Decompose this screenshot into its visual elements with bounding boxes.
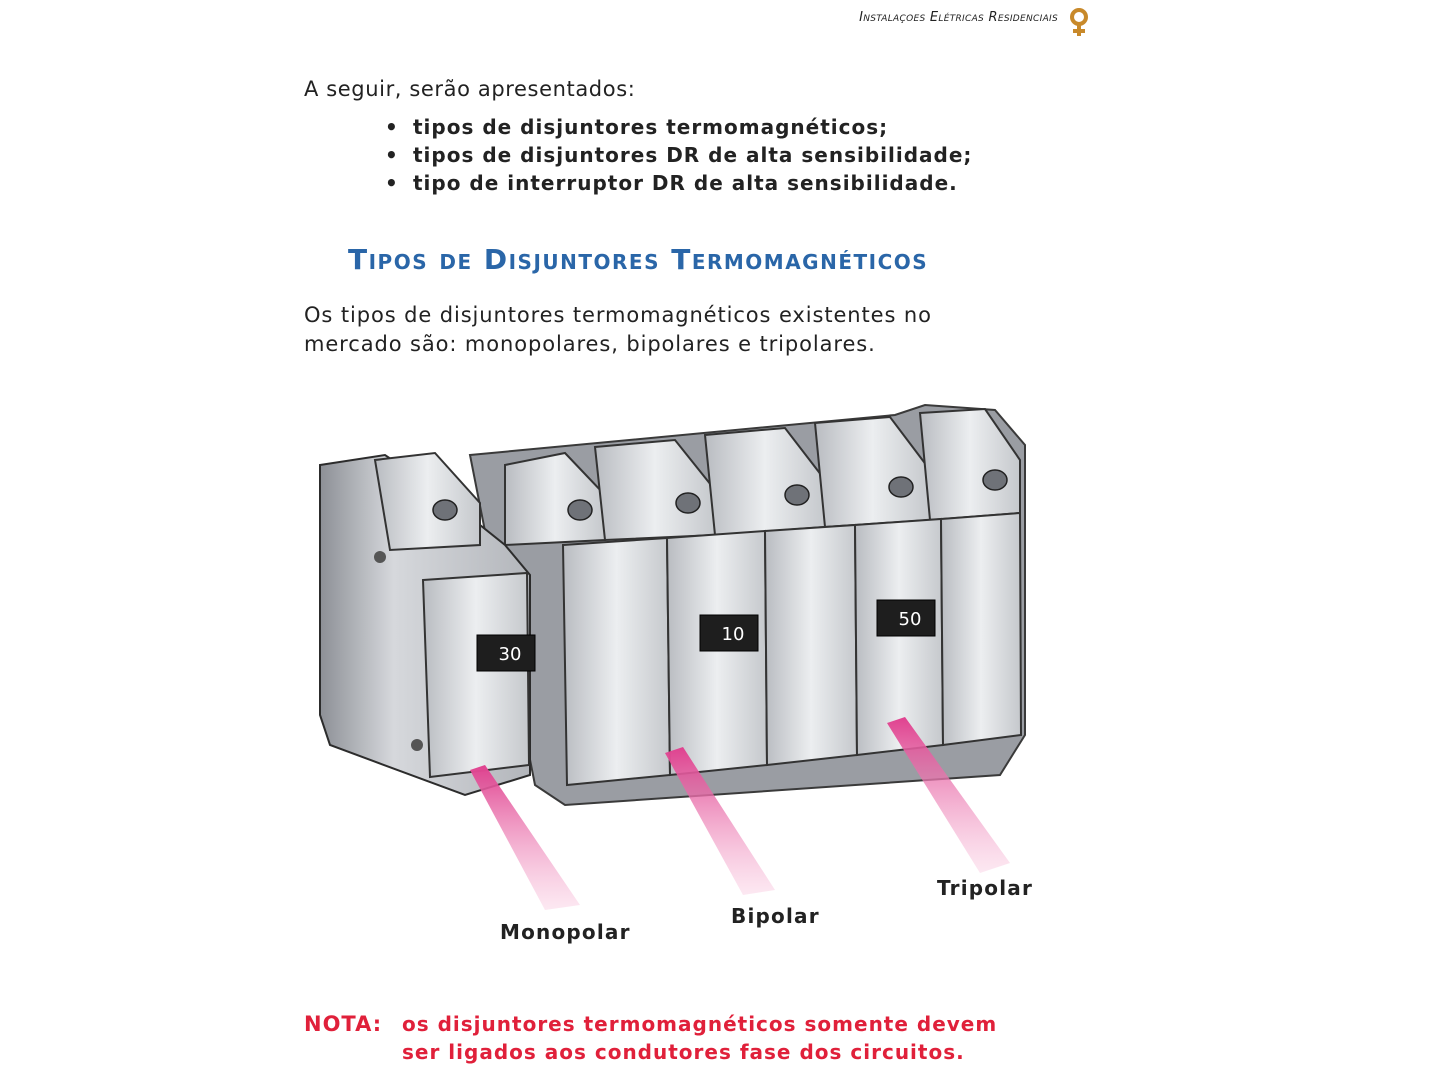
female-symbol-icon (1066, 6, 1092, 38)
page-header (760, 6, 1100, 36)
handle-rating-50: 50 (898, 609, 922, 630)
handle-rating-30: 30 (498, 644, 522, 665)
label-tripolar: Tripolar (937, 876, 1034, 900)
label-bipolar: Bipolar (731, 904, 820, 928)
header-title: Instalaçoes Elétricas Residenciais (859, 10, 1058, 25)
body-paragraph: Os tipos de disjuntores termomagnéticos existentes no mercado são: monopolares, bipolares e tripolares. (304, 303, 932, 356)
list-item: • tipos de disjuntores DR de alta sensibilidade; (385, 143, 973, 167)
label-monopolar: Monopolar (500, 920, 631, 944)
note-block (304, 1010, 1064, 1066)
breaker-faces (563, 513, 1021, 785)
bullet-list (385, 113, 972, 197)
list-item: • tipo de interruptor DR de alta sensibilidade. (385, 171, 958, 195)
section-title: Tipos de Disjuntores Termomagnéticos (348, 243, 929, 276)
note-line-2: ser ligados aos condutores fase dos circuitos. (402, 1040, 965, 1064)
list-item: • tipos de disjuntores termomagnéticos; (385, 115, 889, 139)
handle-rating-10: 10 (721, 624, 745, 645)
note-line-1: os disjuntores termomagnéticos somente devem (402, 1012, 998, 1036)
note-label: NOTA: (304, 1012, 383, 1036)
intro-text: A seguir, serão apresentados: (304, 77, 636, 101)
breakers-illustration (305, 385, 1050, 955)
